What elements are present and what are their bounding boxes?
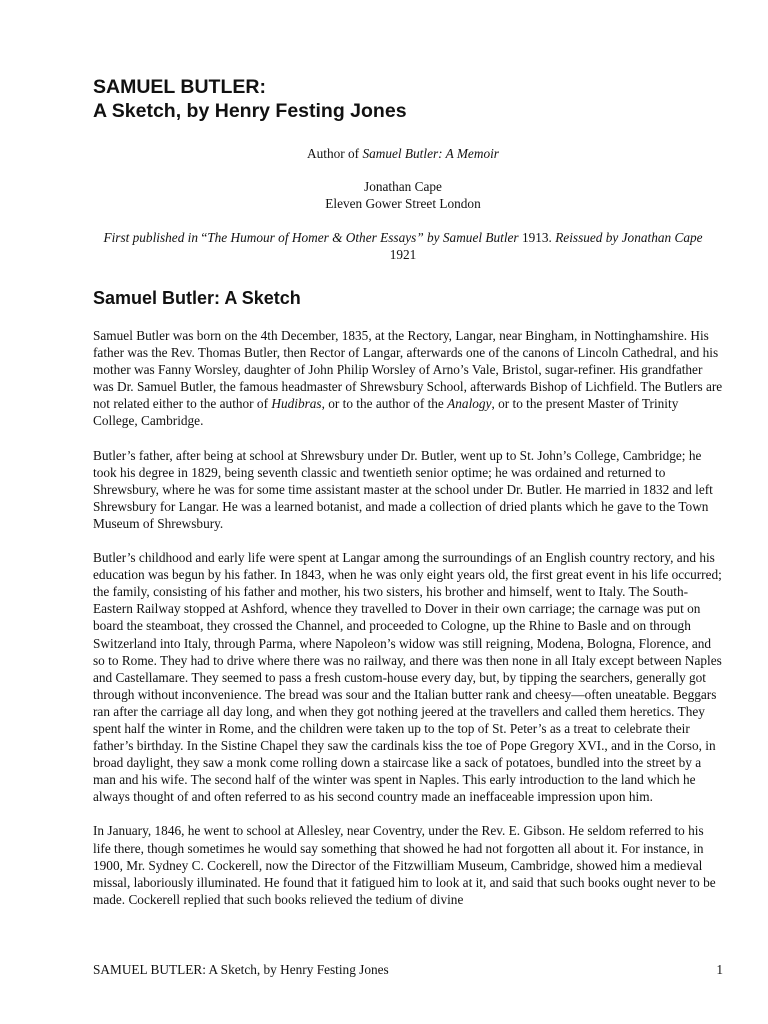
paragraph-1-text-b: , or to the author of the [321, 396, 448, 412]
page-number: 1 [716, 962, 723, 977]
analogy-title: Analogy [447, 396, 492, 412]
page-footer [93, 961, 723, 978]
author-prefix: Author of [307, 146, 363, 161]
paragraph-4: In January, 1846, he went to school at Allesley, near Coventry, under the Rev. E. Gibson. He seldom referred to his life there, though sometimes he would say something that showed he had not forgotten all about it. For instance, in 1900, Mr. Sydney C. Cockerell, now the Director of the Fitzwilliam Museum, Cambridge, showed him a medieval missal, laboriously illuminated. He found that it fatigued him to look at it, and said that such books ought never to be made. Cockerell replied that such books relieved the tedium of divine [93, 823, 716, 907]
paragraph-1-text-a: Samuel Butler was born on the 4th December, 1835, at the Rectory, Langar, near Bingham, in Nottinghamshire. His father was the Rev. Thomas Butler, then Rector of Langar, afterwards one of the canons of Lincoln Cathedral, and his mother was Fanny Worsley, daughter of John Philip Worsley of Arno’s Vale, Bristol, sugar-refiner. His grandfather was Dr. Samuel Butler, the famous headmaster of Shrewsbury School, afterwards Bishop of Lichfield. The Butlers are not related either to the author of [93, 328, 723, 412]
title-line-1: SAMUEL BUTLER: [93, 76, 266, 98]
first-published-year: 1913. [521, 230, 556, 245]
section-heading: Samuel Butler: A Sketch [93, 288, 301, 308]
reissued-year: 1921 [389, 247, 417, 262]
by-author: ” by Samuel Butler [416, 230, 522, 245]
paragraph-1-text-c: , or to the present Master of Trinity College, Cambridge. [93, 396, 679, 429]
body-text [93, 327, 723, 925]
publisher-block [93, 178, 713, 212]
title-line-2: A Sketch, by Henry Festing Jones [93, 100, 407, 122]
first-published-note [93, 229, 713, 263]
publisher-address: Eleven Gower Street London [325, 196, 481, 211]
running-title: SAMUEL BUTLER: A Sketch, by Henry Festing Jones [93, 962, 389, 977]
publisher-name: Jonathan Cape [364, 179, 442, 194]
collection-title: The Humour of Homer & Other Essays [207, 230, 417, 245]
paragraph-1 [93, 327, 723, 430]
memoir-title: Samuel Butler: A Memoir [362, 146, 499, 161]
paragraph-3: Butler’s childhood and early life were spent at Langar among the surroundings of an English country rectory, and his education was begun by his father. In 1843, when he was only eight years old, the first great event in his life occurred; the family, consisting of his father and mother, his two sisters, his brother and himself, went to Italy. The South-Eastern Railway stopped at Ashford, whence they travelled to Dover in their own carriage; the carnage was put on board the steamboat, they crossed the Channel, and proceeded to Cologne, up the Rhine to Basle and on through Switzerland into Italy, through Parma, where Napoleon’s widow was still reigning, Modena, Bologna, Florence, and so to Rome. They had to drive where there was no railway, and there was then none in all Italy except between Naples and Castellamare. They seemed to pass a fresh custom-house every day, but, by tipping the searchers, generally got through without inconvenience. The bread was sour and the Italian butter rank and cheesy—often uneatable. Beggars ran after the carriage all day long, and when they got nothing jeered at the travellers and called them heretics. They spent half the winter in Rome, and the children were taken up to the top of St. Peter’s as a treat to celebrate their father’s birthday. In the Sistine Chapel they saw the cardinals kiss the toe of Pope Gregory XVI., and in the Corso, in broad daylight, they saw a monk come rolling down a staircase like a sack of potatoes, bundled into the street by a man and his wife. The second half of the winter was spent in Naples. This early introduction to the land which he always thought of and often referred to as his second country made an ineffaceable impression upon him. [93, 550, 722, 805]
hudibras-title: Hudibras [271, 396, 322, 412]
reissued-label: Reissued by Jonathan Cape [555, 230, 703, 245]
first-published-label: First published in [103, 230, 202, 245]
author-line [93, 145, 713, 162]
paragraph-2: Butler’s father, after being at school at Shrewsbury under Dr. Butler, went up to St. John’s College, Cambridge; he took his degree in 1829, being seventh classic and twentieth senior optime; he was ordained and returned to Shrewsbury, where he was for some time assistant master at the school under Dr. Butler. He married in 1832 and left Shrewsbury for Langar. He was a learned botanist, and made a collection of dried plants which he gave to the Town Museum of Shrewsbury. [93, 447, 713, 531]
document-title [93, 75, 713, 123]
open-quote: “ [201, 230, 208, 245]
